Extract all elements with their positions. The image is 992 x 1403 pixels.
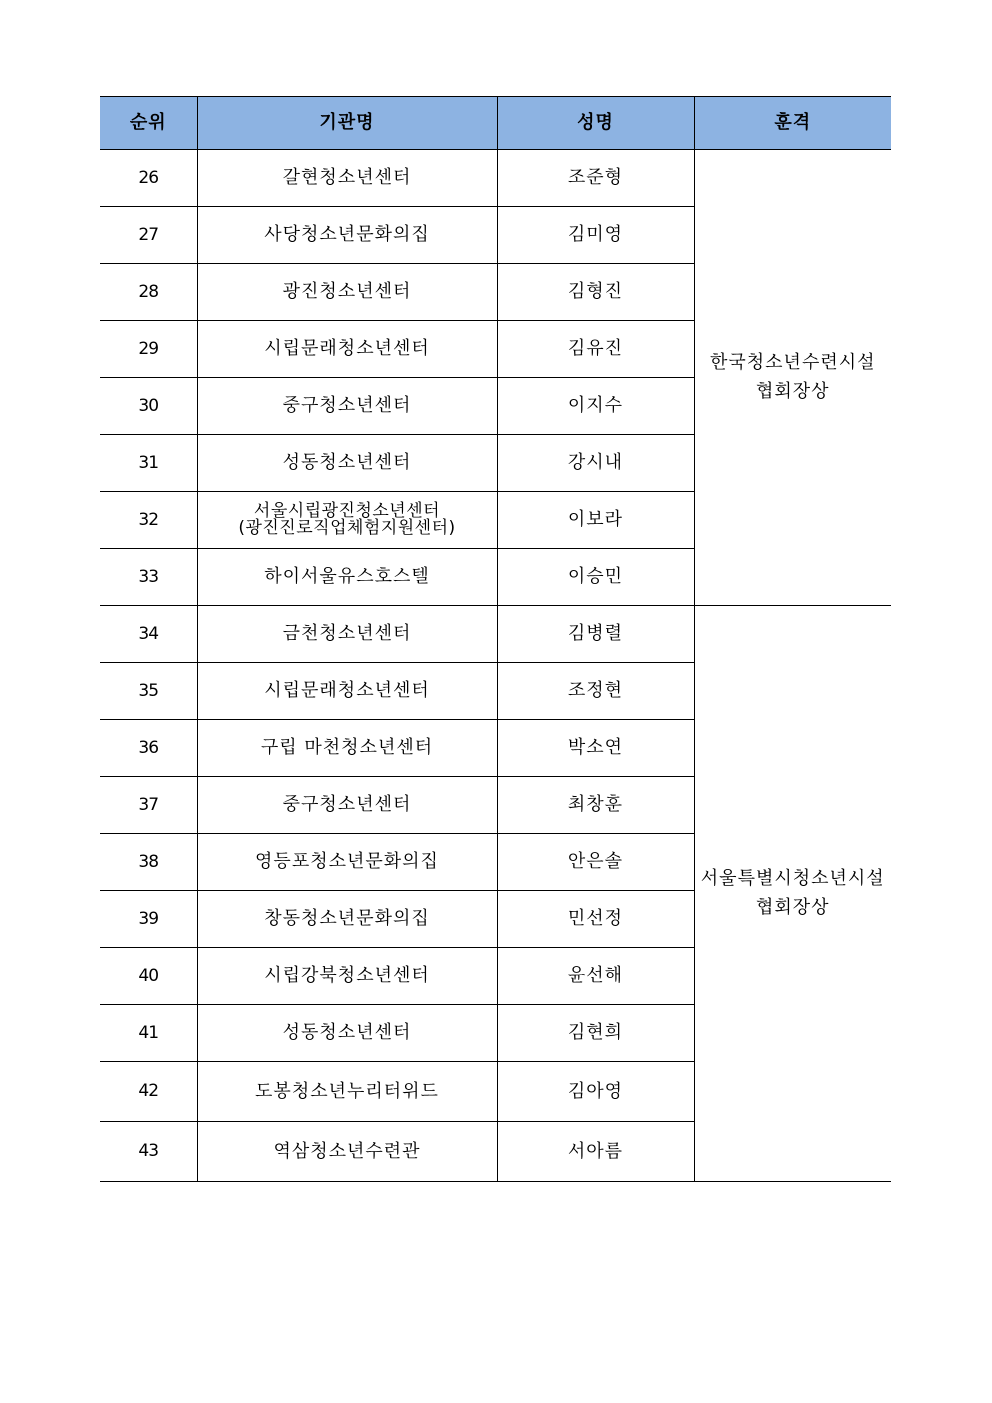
org-cell: 시립문래청소년센터 bbox=[197, 663, 497, 720]
header-org: 기관명 bbox=[197, 97, 497, 150]
rank-cell: 32 bbox=[100, 492, 197, 549]
name-cell: 조정현 bbox=[497, 663, 694, 720]
rank-cell: 33 bbox=[100, 549, 197, 606]
header-award: 훈격 bbox=[694, 97, 891, 150]
name-cell: 김현희 bbox=[497, 1005, 694, 1062]
org-cell: 역삼청소년수련관 bbox=[197, 1122, 497, 1182]
rank-cell: 31 bbox=[100, 435, 197, 492]
table-body bbox=[100, 150, 891, 1182]
org-cell: 시립강북청소년센터 bbox=[197, 948, 497, 1005]
org-cell bbox=[197, 492, 497, 549]
header-name: 성명 bbox=[497, 97, 694, 150]
org-cell: 금천청소년센터 bbox=[197, 606, 497, 663]
award-cell bbox=[694, 150, 891, 606]
org-cell: 성동청소년센터 bbox=[197, 1005, 497, 1062]
name-cell: 김형진 bbox=[497, 264, 694, 321]
name-cell: 안은솔 bbox=[497, 834, 694, 891]
org-cell: 성동청소년센터 bbox=[197, 435, 497, 492]
org-subname: (광진진로직업체험지원센터) bbox=[238, 518, 456, 538]
award-line: 서울특별시청소년시설 bbox=[700, 867, 885, 889]
name-cell: 김아영 bbox=[497, 1062, 694, 1122]
org-cell: 중구청소년센터 bbox=[197, 378, 497, 435]
name-cell: 최창훈 bbox=[497, 777, 694, 834]
org-cell: 사당청소년문화의집 bbox=[197, 207, 497, 264]
rank-cell: 38 bbox=[100, 834, 197, 891]
rank-cell: 41 bbox=[100, 1005, 197, 1062]
rank-cell: 30 bbox=[100, 378, 197, 435]
org-cell: 하이서울유스호스텔 bbox=[197, 549, 497, 606]
header-rank: 순위 bbox=[100, 97, 197, 150]
award-line: 협회장상 bbox=[755, 896, 830, 918]
award-cell bbox=[694, 606, 891, 1182]
name-cell: 김유진 bbox=[497, 321, 694, 378]
org-cell: 광진청소년센터 bbox=[197, 264, 497, 321]
name-cell: 김병렬 bbox=[497, 606, 694, 663]
table-header bbox=[100, 97, 891, 150]
name-cell: 민선정 bbox=[497, 891, 694, 948]
rank-cell: 34 bbox=[100, 606, 197, 663]
org-cell: 도봉청소년누리터위드 bbox=[197, 1062, 497, 1122]
rank-cell: 40 bbox=[100, 948, 197, 1005]
name-cell: 김미영 bbox=[497, 207, 694, 264]
org-cell: 갈현청소년센터 bbox=[197, 150, 497, 207]
table-row bbox=[100, 150, 891, 207]
rank-cell: 43 bbox=[100, 1122, 197, 1182]
name-cell: 이보라 bbox=[497, 492, 694, 549]
org-cell: 창동청소년문화의집 bbox=[197, 891, 497, 948]
name-cell: 박소연 bbox=[497, 720, 694, 777]
rank-cell: 28 bbox=[100, 264, 197, 321]
rank-cell: 26 bbox=[100, 150, 197, 207]
org-name: 서울시립광진청소년센터 bbox=[253, 501, 441, 521]
name-cell: 조준형 bbox=[497, 150, 694, 207]
org-cell: 시립문래청소년센터 bbox=[197, 321, 497, 378]
org-cell: 구립 마천청소년센터 bbox=[197, 720, 497, 777]
rank-cell: 29 bbox=[100, 321, 197, 378]
name-cell: 윤선해 bbox=[497, 948, 694, 1005]
award-table bbox=[100, 96, 891, 1182]
rank-cell: 39 bbox=[100, 891, 197, 948]
org-cell: 영등포청소년문화의집 bbox=[197, 834, 497, 891]
award-line: 협회장상 bbox=[755, 380, 830, 402]
rank-cell: 42 bbox=[100, 1062, 197, 1122]
award-line: 한국청소년수련시설 bbox=[710, 351, 876, 373]
rank-cell: 36 bbox=[100, 720, 197, 777]
name-cell: 서아름 bbox=[497, 1122, 694, 1182]
header-row bbox=[100, 97, 891, 150]
rank-cell: 27 bbox=[100, 207, 197, 264]
rank-cell: 37 bbox=[100, 777, 197, 834]
name-cell: 강시내 bbox=[497, 435, 694, 492]
table-row bbox=[100, 606, 891, 663]
name-cell: 이승민 bbox=[497, 549, 694, 606]
rank-cell: 35 bbox=[100, 663, 197, 720]
name-cell: 이지수 bbox=[497, 378, 694, 435]
org-cell: 중구청소년센터 bbox=[197, 777, 497, 834]
